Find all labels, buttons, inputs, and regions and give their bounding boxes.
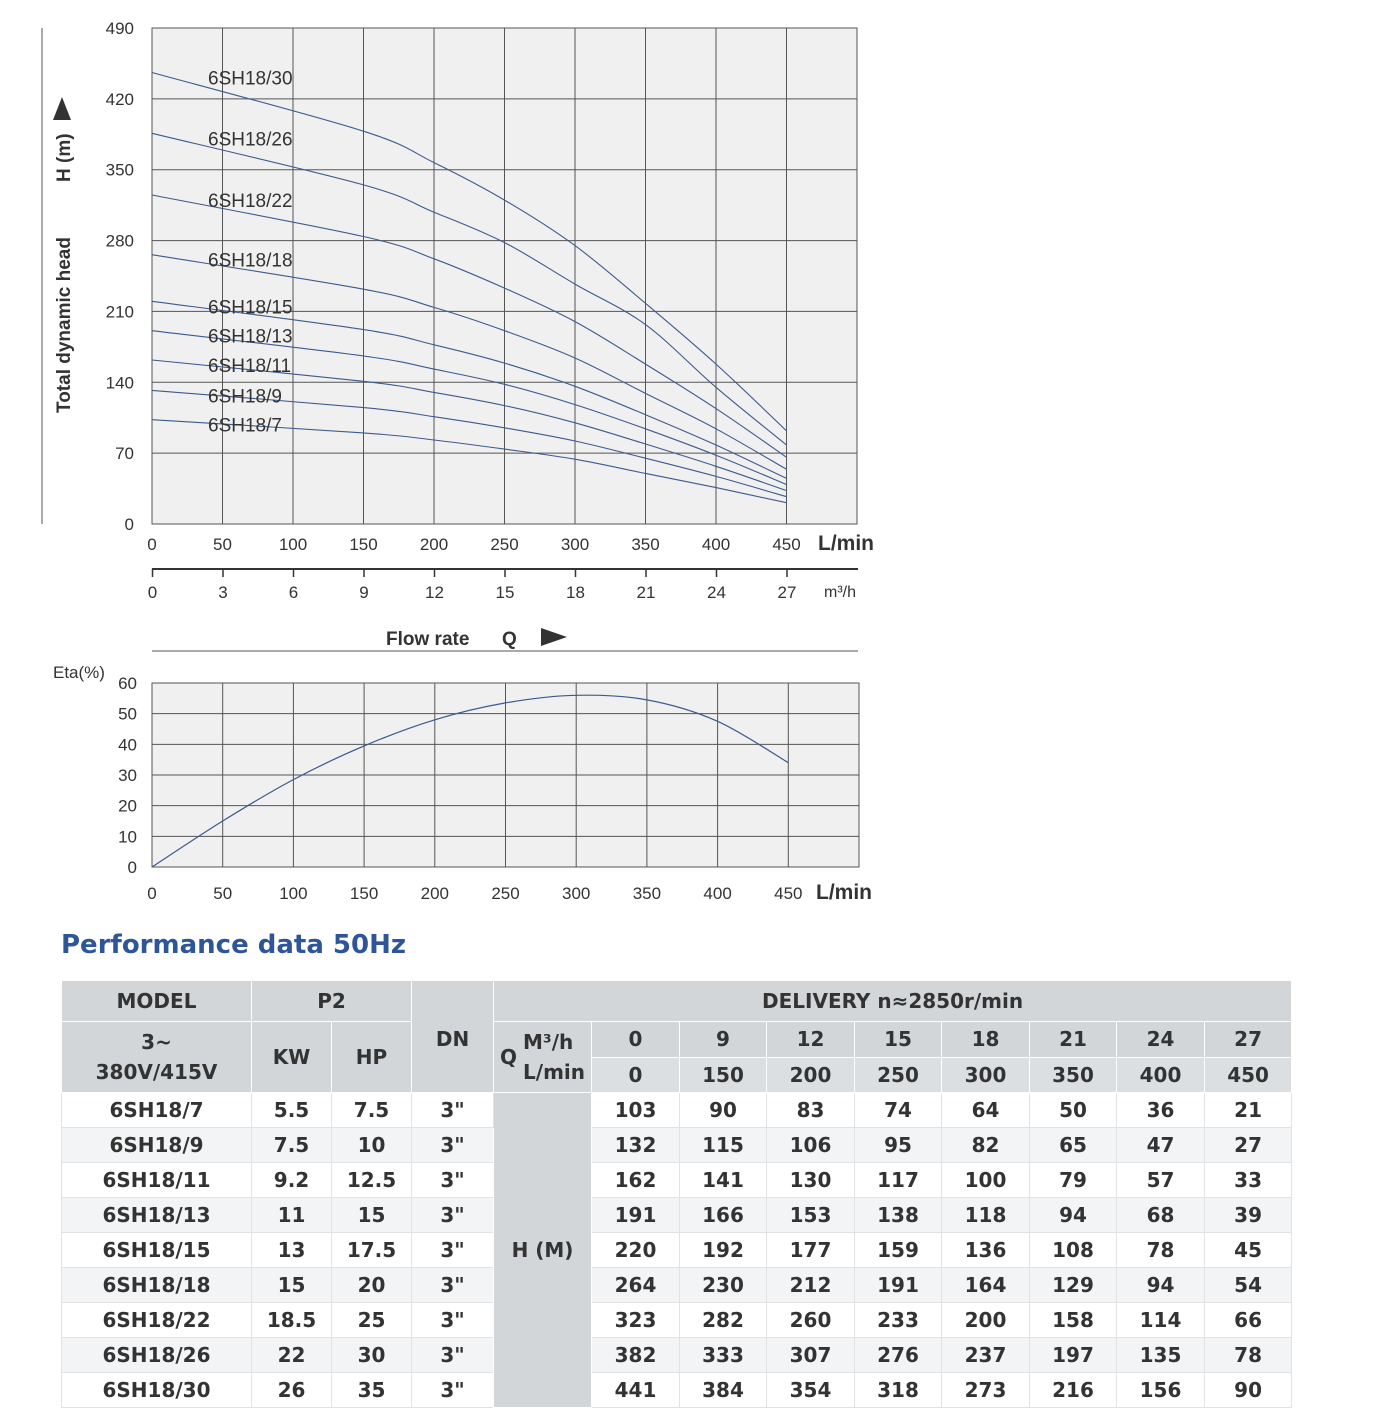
cell-hp: 12.5 [332, 1163, 412, 1198]
cell-h: 64 [942, 1093, 1030, 1128]
m3h-tick-label-1: 3 [218, 583, 228, 602]
cell-h: 162 [592, 1163, 680, 1198]
cell-kw: 11 [252, 1198, 332, 1233]
head-y-tick-label: 210 [105, 302, 134, 322]
cell-h: 191 [592, 1198, 680, 1233]
cell-dn: 3" [412, 1128, 494, 1163]
cell-h: 323 [592, 1303, 680, 1338]
m3h-value: 15 [855, 1022, 942, 1058]
cell-dn: 3" [412, 1268, 494, 1303]
cell-h: 159 [855, 1233, 942, 1268]
cell-h: 115 [680, 1128, 767, 1163]
table-row [62, 1198, 1292, 1233]
head-series-label: 6SH18/18 [208, 250, 293, 272]
m3h-tick-label-5: 15 [495, 583, 515, 602]
head-series-label: 6SH18/30 [208, 68, 293, 90]
cell-h: 216 [1030, 1373, 1117, 1408]
cell-model: 6SH18/18 [62, 1268, 252, 1303]
m3h-tick-label-2: 6 [288, 583, 299, 602]
eta-y-tick-label: 10 [118, 827, 137, 847]
eta-y-tick-label: 30 [118, 766, 137, 785]
m3h-value: 27 [1205, 1022, 1292, 1058]
eta-x-tick-label: 50 [213, 884, 233, 903]
cell-h: 166 [680, 1198, 767, 1233]
eta-y-tick-label: 60 [118, 674, 137, 693]
head-series-label: 6SH18/15 [208, 297, 293, 319]
y-axis-arrow-icon [53, 97, 71, 120]
cell-dn: 3" [412, 1163, 494, 1198]
cell-h: 164 [942, 1268, 1030, 1303]
header-delivery: DELIVERY n≈2850r/min [494, 981, 1292, 1022]
cell-h: 138 [855, 1198, 942, 1233]
table-row [62, 1373, 1292, 1408]
header-hp: HP [332, 1022, 412, 1093]
header-model: MODEL [62, 981, 252, 1022]
cell-kw: 26 [252, 1373, 332, 1408]
cell-kw: 7.5 [252, 1128, 332, 1163]
cell-h: 33 [1205, 1163, 1292, 1198]
cell-h: 45 [1205, 1233, 1292, 1268]
lmin-value: 400 [1117, 1057, 1205, 1093]
head-x-tick-label: 250 [490, 535, 519, 554]
head-x-tick-label: 450 [772, 535, 801, 554]
eta-y-tick-label: 40 [118, 735, 137, 755]
cell-h: 66 [1205, 1303, 1292, 1338]
cell-h: 158 [1030, 1303, 1117, 1338]
cell-h: 90 [1205, 1373, 1292, 1408]
head-flow-chart [0, 0, 900, 655]
table-row [62, 1163, 1292, 1198]
performance-table [61, 980, 1292, 1408]
cell-h: 82 [942, 1128, 1030, 1163]
table-row [62, 1268, 1292, 1303]
efficiency-chart [0, 655, 900, 915]
cell-h: 68 [1117, 1198, 1205, 1233]
cell-h: 83 [767, 1093, 855, 1128]
cell-h: 79 [1030, 1163, 1117, 1198]
table-row [62, 1128, 1292, 1163]
cell-h: 212 [767, 1268, 855, 1303]
header-p2: P2 [252, 981, 412, 1022]
eta-y-tick-label: 20 [118, 796, 137, 816]
header-q-units [494, 1022, 592, 1093]
cell-model: 6SH18/15 [62, 1233, 252, 1268]
cell-h: 130 [767, 1163, 855, 1198]
cell-h: 136 [942, 1233, 1030, 1268]
lmin-value: 150 [680, 1057, 767, 1093]
cell-h: 65 [1030, 1128, 1117, 1163]
header-kw: KW [252, 1022, 332, 1093]
cell-h: 117 [855, 1163, 942, 1198]
head-y-tick-label: 70 [115, 444, 134, 464]
cell-model: 6SH18/7 [62, 1093, 252, 1128]
head-y-tick-label: 350 [105, 160, 134, 180]
cell-h: 106 [767, 1128, 855, 1163]
m3h-ticks [148, 569, 797, 602]
cell-dn: 3" [412, 1338, 494, 1373]
cell-hp: 25 [332, 1303, 412, 1338]
cell-h: 276 [855, 1338, 942, 1373]
m3h-tick-label-8: 24 [707, 583, 726, 602]
cell-h: 27 [1205, 1128, 1292, 1163]
cell-hp: 20 [332, 1268, 412, 1303]
cell-h: 177 [767, 1233, 855, 1268]
cell-hp: 35 [332, 1373, 412, 1408]
cell-dn: 3" [412, 1093, 494, 1128]
head-y-tick-label: 490 [105, 19, 134, 38]
cell-h: 74 [855, 1093, 942, 1128]
eta-x-tick-label: 450 [774, 884, 803, 903]
eta-x-tick-label: 100 [279, 884, 308, 903]
cell-kw: 22 [252, 1338, 332, 1373]
cell-dn: 3" [412, 1233, 494, 1268]
cell-model: 6SH18/9 [62, 1128, 252, 1163]
header-voltage [62, 1022, 252, 1093]
cell-h: 153 [767, 1198, 855, 1233]
head-x-tick-label: 150 [349, 535, 378, 554]
cell-h: 90 [680, 1093, 767, 1128]
cell-hp: 15 [332, 1198, 412, 1233]
cell-h: 94 [1030, 1198, 1117, 1233]
cell-h: 191 [855, 1268, 942, 1303]
flow-rate-symbol: Q [502, 629, 517, 650]
cell-h: 129 [1030, 1268, 1117, 1303]
cell-h: 78 [1117, 1233, 1205, 1268]
lmin-value: 200 [767, 1057, 855, 1093]
cell-model: 6SH18/26 [62, 1338, 252, 1373]
cell-h: 114 [1117, 1303, 1205, 1338]
h-label-cell: H (M) [494, 1093, 592, 1408]
head-y-tick-label: 280 [105, 231, 134, 251]
cell-h: 237 [942, 1338, 1030, 1373]
head-y-tick-label: 420 [105, 89, 134, 109]
head-series-label: 6SH18/11 [208, 356, 292, 378]
eta-x-tick-label: 150 [349, 884, 379, 903]
head-series-label: 6SH18/9 [208, 386, 282, 408]
m3h-value: 24 [1117, 1022, 1205, 1058]
head-x-tick-label: 350 [631, 535, 660, 554]
cell-h: 354 [767, 1373, 855, 1408]
m3h-tick-label-9: 27 [777, 583, 797, 602]
cell-h: 230 [680, 1268, 767, 1303]
table-row [62, 1338, 1292, 1373]
cell-kw: 15 [252, 1268, 332, 1303]
cell-kw: 18.5 [252, 1303, 332, 1338]
cell-dn: 3" [412, 1198, 494, 1233]
cell-model: 6SH18/30 [62, 1373, 252, 1408]
cell-dn: 3" [412, 1303, 494, 1338]
cell-h: 318 [855, 1373, 942, 1408]
m3h-tick-label-7: 21 [636, 583, 656, 602]
m3h-unit: M³/h [523, 1030, 574, 1054]
lmin-value: 250 [855, 1057, 942, 1093]
eta-x-tick-label: 300 [562, 884, 591, 903]
cell-h: 382 [592, 1338, 680, 1373]
cell-h: 108 [1030, 1233, 1117, 1268]
cell-h: 282 [680, 1303, 767, 1338]
eta-x-tick-label: 0 [147, 884, 157, 903]
performance-title: Performance data 50Hz [61, 930, 407, 960]
cell-hp: 30 [332, 1338, 412, 1373]
cell-kw: 9.2 [252, 1163, 332, 1198]
cell-h: 57 [1117, 1163, 1205, 1198]
cell-h: 95 [855, 1128, 942, 1163]
table-row [62, 1303, 1292, 1338]
head-series-label: 6SH18/13 [208, 326, 293, 348]
eta-x-unit: L/min [816, 881, 872, 904]
eta-x-tick-label: 400 [703, 884, 732, 903]
m3h-value: 0 [592, 1022, 680, 1058]
cell-model: 6SH18/13 [62, 1198, 252, 1233]
cell-h: 100 [942, 1163, 1030, 1198]
m3h-tick-label-6: 18 [566, 583, 585, 602]
head-x-tick-label: 200 [419, 535, 449, 554]
head-x-tick-label: 50 [213, 535, 232, 554]
cell-h: 307 [767, 1338, 855, 1373]
cell-h: 441 [592, 1373, 680, 1408]
head-series-label: 6SH18/26 [208, 129, 293, 151]
cell-h: 135 [1117, 1338, 1205, 1373]
head-series-label: 6SH18/22 [208, 191, 293, 213]
x-unit-lmin: L/min [818, 532, 874, 555]
lmin-value: 350 [1030, 1057, 1117, 1093]
cell-h: 50 [1030, 1093, 1117, 1128]
y-axis-unit: H (m) [54, 133, 75, 182]
cell-dn: 3" [412, 1373, 494, 1408]
head-x-tick-label: 0 [147, 535, 157, 554]
head-y-tick-label: 0 [124, 515, 134, 534]
cell-h: 118 [942, 1198, 1030, 1233]
head-x-tick-label: 400 [701, 535, 731, 554]
eta-y-tick-label: 50 [118, 704, 137, 724]
cell-h: 54 [1205, 1268, 1292, 1303]
cell-h: 132 [592, 1128, 680, 1163]
eta-x-tick-label: 200 [420, 884, 449, 903]
m3h-tick-label-3: 9 [359, 583, 369, 602]
cell-h: 39 [1205, 1198, 1292, 1233]
voltage-line2: 380V/415V [95, 1060, 218, 1084]
cell-h: 264 [592, 1268, 680, 1303]
cell-h: 192 [680, 1233, 767, 1268]
cell-model: 6SH18/22 [62, 1303, 252, 1338]
m3h-value: 9 [680, 1022, 767, 1058]
cell-h: 220 [592, 1233, 680, 1268]
header-dn: DN [412, 981, 494, 1093]
cell-h: 47 [1117, 1128, 1205, 1163]
cell-h: 200 [942, 1303, 1030, 1338]
lmin-value: 300 [942, 1057, 1030, 1093]
head-x-tick-label: 300 [560, 535, 590, 554]
head-series-label: 6SH18/7 [208, 415, 282, 437]
cell-h: 156 [1117, 1373, 1205, 1408]
cell-kw: 13 [252, 1233, 332, 1268]
m3h-value: 18 [942, 1022, 1030, 1058]
head-x-tick-label: 100 [278, 535, 308, 554]
cell-h: 103 [592, 1093, 680, 1128]
eta-y-tick-label: 0 [127, 858, 137, 877]
flow-rate-label: Flow rate [386, 629, 470, 650]
cell-hp: 10 [332, 1128, 412, 1163]
cell-hp: 17.5 [332, 1233, 412, 1268]
cell-h: 384 [680, 1373, 767, 1408]
voltage-line1: 3~ [141, 1030, 172, 1054]
m3h-tick-label-4: 12 [425, 583, 444, 602]
x-unit-m3h: m³/h [824, 584, 856, 601]
table-row [62, 1093, 1292, 1128]
y-axis-title: Total dynamic head [54, 237, 75, 413]
cell-h: 94 [1117, 1268, 1205, 1303]
m3h-tick-label-0: 0 [147, 583, 158, 602]
lmin-value: 0 [592, 1057, 680, 1093]
cell-kw: 5.5 [252, 1093, 332, 1128]
table-row [62, 1233, 1292, 1268]
cell-h: 273 [942, 1373, 1030, 1408]
eta-x-tick-label: 350 [632, 884, 662, 903]
cell-h: 36 [1117, 1093, 1205, 1128]
q-symbol: Q [500, 1045, 518, 1069]
cell-h: 260 [767, 1303, 855, 1338]
lmin-value: 450 [1205, 1057, 1292, 1093]
cell-h: 333 [680, 1338, 767, 1373]
cell-h: 197 [1030, 1338, 1117, 1373]
cell-h: 233 [855, 1303, 942, 1338]
cell-h: 141 [680, 1163, 767, 1198]
m3h-value: 12 [767, 1022, 855, 1058]
lmin-unit: L/min [523, 1060, 586, 1084]
cell-model: 6SH18/11 [62, 1163, 252, 1198]
eta-x-tick-label: 250 [491, 884, 520, 903]
cell-h: 78 [1205, 1338, 1292, 1373]
cell-h: 21 [1205, 1093, 1292, 1128]
cell-hp: 7.5 [332, 1093, 412, 1128]
flow-arrow-icon [541, 628, 567, 646]
m3h-value: 21 [1030, 1022, 1117, 1058]
eta-y-label: Eta(%) [53, 663, 105, 682]
head-y-tick-label: 140 [105, 373, 134, 393]
